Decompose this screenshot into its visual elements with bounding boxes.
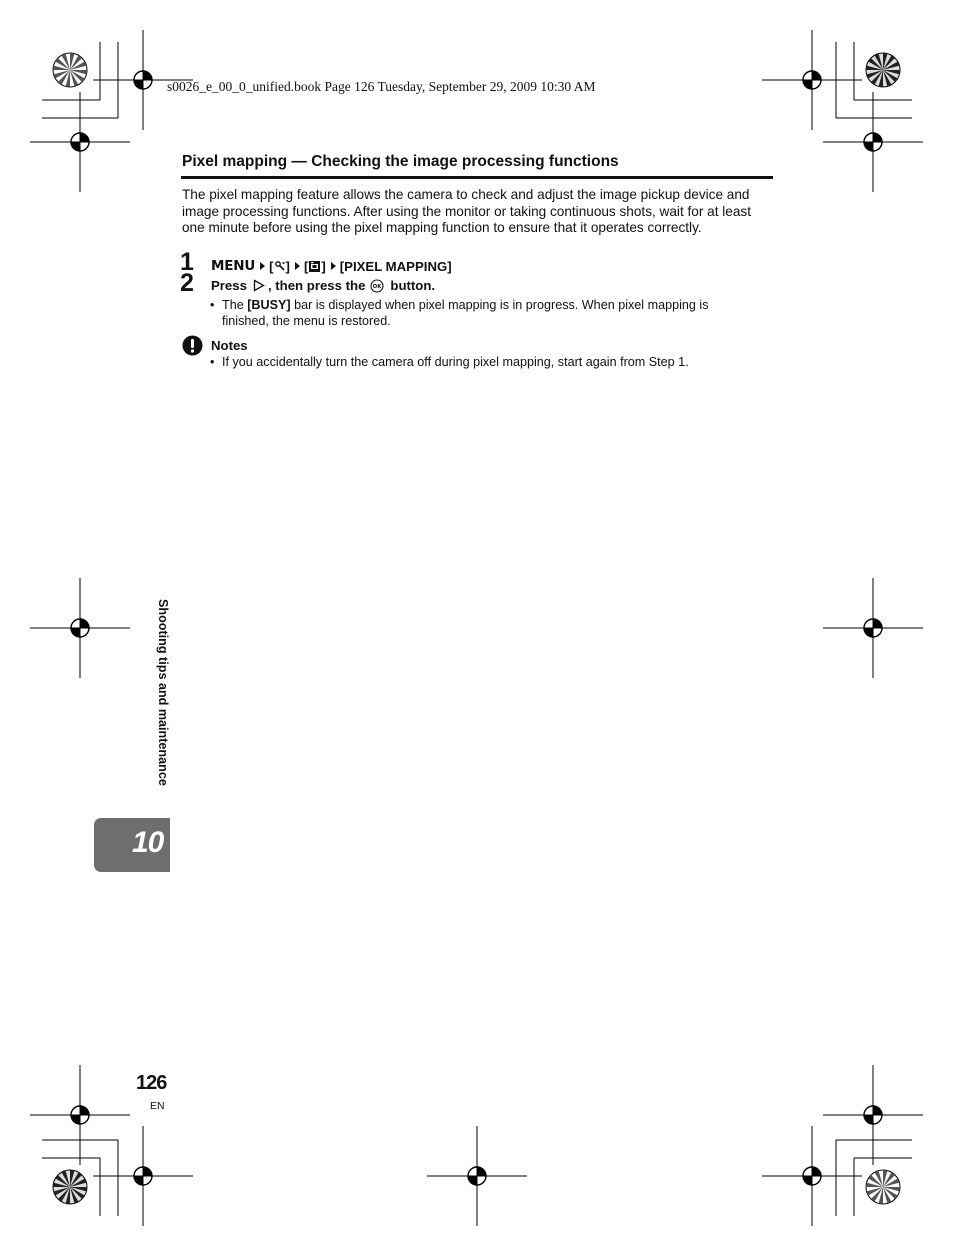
crosshair-mark bbox=[762, 30, 862, 130]
step-2-instruction bbox=[211, 278, 435, 293]
svg-text:OK: OK bbox=[373, 283, 382, 290]
file-info-header: s0026_e_00_0_unified.book Page 126 Tuesday, September 29, 2009 10:30 AM bbox=[167, 79, 596, 94]
bracket-close: ] bbox=[321, 258, 326, 274]
crosshair-mark bbox=[30, 578, 130, 678]
triangle-right-icon bbox=[260, 262, 265, 270]
bracket-close: ] bbox=[285, 258, 290, 274]
bullet-rest: bar is displayed when pixel mapping is in progress. When pixel mapping is finished, the menu is restored. bbox=[222, 298, 709, 329]
exclamation-icon bbox=[182, 335, 203, 356]
crosshair-mark bbox=[93, 1126, 193, 1226]
step-2-text-before: Press bbox=[211, 278, 247, 293]
play-triangle-icon bbox=[253, 279, 265, 292]
crosshair-mark bbox=[823, 578, 923, 678]
bullet-dot: • bbox=[210, 298, 215, 312]
notes-heading: Notes bbox=[211, 338, 248, 353]
chapter-number: 10 bbox=[132, 826, 164, 859]
title-rule bbox=[181, 176, 773, 179]
section-title: Pixel mapping — Checking the image processing functions bbox=[182, 153, 619, 170]
triangle-right-icon bbox=[331, 262, 336, 270]
bracket-open: [ bbox=[303, 258, 309, 274]
step-1-instruction bbox=[211, 258, 452, 274]
page-number: 126 bbox=[136, 1072, 167, 1094]
wrench-icon bbox=[274, 260, 286, 272]
pixel-mapping-item: [PIXEL MAPPING] bbox=[339, 258, 452, 274]
starburst-mark bbox=[53, 53, 87, 87]
ok-button-icon bbox=[370, 279, 384, 293]
starburst-mark bbox=[866, 1170, 900, 1204]
crosshair-mark bbox=[823, 1065, 923, 1165]
starburst-mark bbox=[53, 1170, 87, 1204]
bullet-dot: • bbox=[210, 355, 215, 369]
bracket-open: [ bbox=[269, 258, 274, 274]
starburst-mark bbox=[866, 53, 900, 87]
notes-item bbox=[210, 354, 770, 370]
intro-paragraph: The pixel mapping feature allows the camera to check and adjust the image pickup device and image processing functions. After using the monitor or taking continuous shots, wait for at least one minute before using the pixel mapping function to ensure that it operates correctly. bbox=[182, 187, 751, 236]
bullet-prefix: The bbox=[222, 298, 248, 312]
step-2-bullet bbox=[210, 297, 755, 330]
language-code: EN bbox=[150, 1100, 165, 1112]
step-2-text-middle: , then press the bbox=[267, 278, 366, 293]
camera-settings-icon bbox=[308, 260, 321, 273]
chapter-side-label: Shooting tips and maintenance bbox=[156, 599, 170, 786]
crosshair-mark bbox=[30, 1065, 130, 1165]
step-number-1: 1 bbox=[180, 248, 194, 276]
notes-item-text: If you accidentally turn the camera off during pixel mapping, start again from Step 1. bbox=[222, 355, 689, 369]
busy-label: [BUSY] bbox=[247, 298, 291, 312]
crosshair-mark bbox=[823, 92, 923, 192]
crosshair-mark bbox=[427, 1126, 527, 1226]
crosshair-mark bbox=[30, 92, 130, 192]
step-2-text-after: button. bbox=[390, 278, 436, 293]
step-number-2: 2 bbox=[180, 269, 194, 297]
menu-keyword: MENU bbox=[211, 258, 256, 274]
crosshair-mark bbox=[762, 1126, 862, 1226]
triangle-right-icon bbox=[295, 262, 300, 270]
